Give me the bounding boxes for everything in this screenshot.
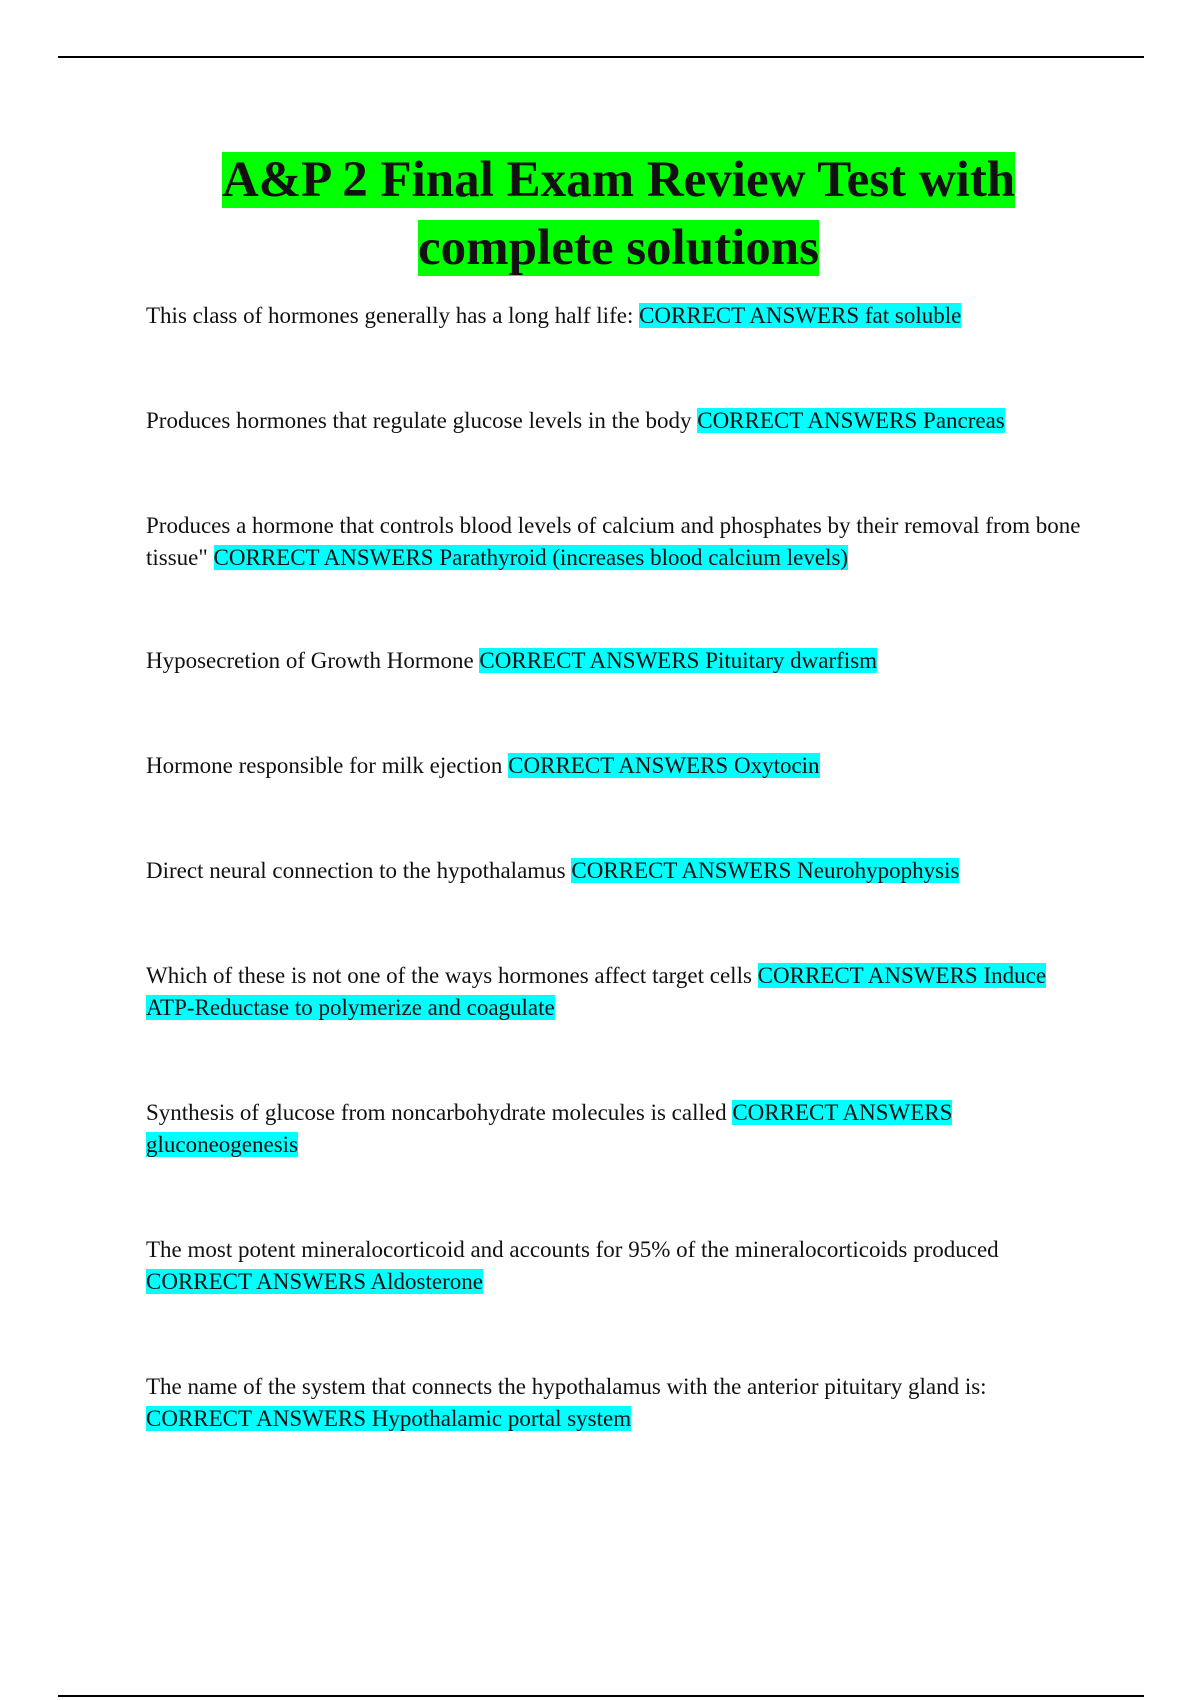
answer-text: CORRECT ANSWERS Aldosterone [146,1269,483,1294]
question-text: Hyposecretion of Growth Hormone [146,648,474,673]
header-rule [58,56,1144,58]
question-item [146,645,1091,677]
question-item [146,960,1091,1024]
question-item [146,510,1091,574]
question-item [146,750,1091,782]
answer-text: CORRECT ANSWERS Hypothalamic portal system [146,1406,632,1431]
question-item [146,1234,1091,1298]
answer-text: CORRECT ANSWERS Pancreas [697,408,1005,433]
question-text: Produces a hormone that controls blood levels of calcium and phosphates by their removal from bone tissue" [146,513,1081,570]
question-item [146,855,1091,887]
answer-text: CORRECT ANSWERS Parathyroid (increases blood calcium levels) [213,545,849,570]
question-item [146,405,1091,437]
question-text: Direct neural connection to the hypothalamus [146,858,566,883]
question-text: Hormone responsible for milk ejection [146,753,503,778]
question-item [146,300,1091,332]
question-list [146,300,1091,1435]
answer-text: CORRECT ANSWERS Oxytocin [508,753,820,778]
answer-text: CORRECT ANSWERS gluconeogenesis [146,1100,953,1157]
question-text: Produces hormones that regulate glucose levels in the body [146,408,692,433]
question-item [146,1371,1091,1435]
document-title [146,146,1091,282]
answer-text: CORRECT ANSWERS fat soluble [639,303,962,328]
question-text: The most potent mineralocorticoid and accounts for 95% of the mineralocorticoids produced [146,1237,999,1262]
footer-rule [58,1695,1144,1697]
question-item [146,1097,1091,1161]
question-text: Synthesis of glucose from noncarbohydrate molecules is called [146,1100,727,1125]
title-block [146,146,1091,282]
answer-text: CORRECT ANSWERS Induce ATP-Reductase to polymerize and coagulate [146,963,1047,1020]
answer-text: CORRECT ANSWERS Pituitary dwarfism [479,648,878,673]
question-text: The name of the system that connects the hypothalamus with the anterior pituitary gland is: [146,1374,987,1399]
question-text: Which of these is not one of the ways hormones affect target cells [146,963,752,988]
answer-text: CORRECT ANSWERS Neurohypophysis [571,858,960,883]
question-text: This class of hormones generally has a long half life: [146,303,634,328]
document-title-text: A&P 2 Final Exam Review Test with complete solutions [221,152,1016,276]
